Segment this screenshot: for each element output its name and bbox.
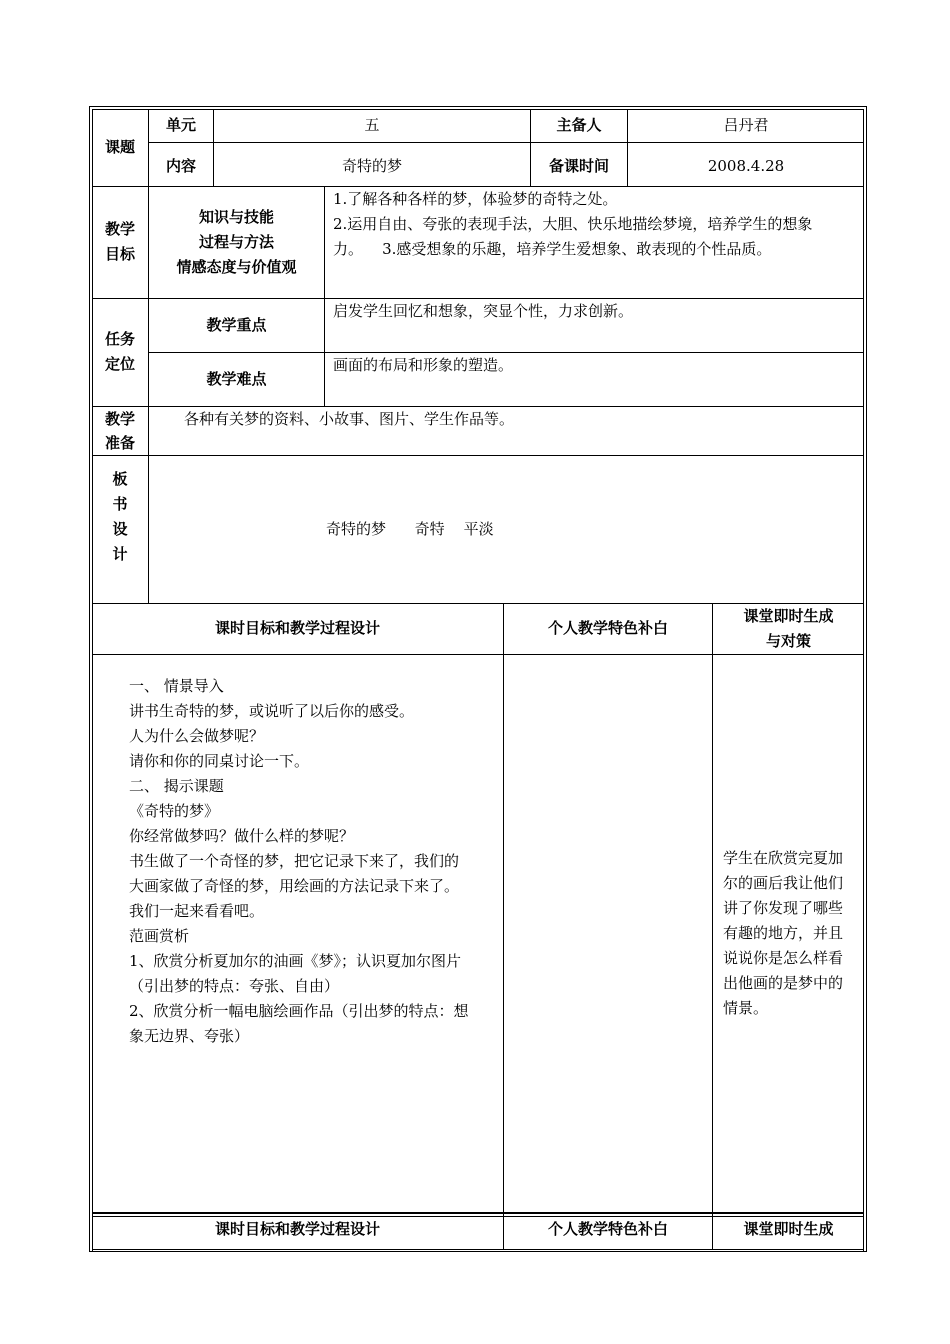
board-label-char: 计 bbox=[112, 545, 128, 563]
topic-label: 课题 bbox=[104, 138, 135, 156]
content-value: 奇特的梦 bbox=[341, 157, 402, 175]
prep-label-2: 准备 bbox=[104, 434, 135, 452]
process-line: 你经常做梦吗？做什么样的梦呢？ bbox=[129, 827, 355, 845]
process-line: 书生做了一个奇怪的梦，把它记录下来了，我们的 bbox=[129, 852, 460, 870]
key-point-value: 启发学生回忆和想象，突显个性，力求创新。 bbox=[333, 302, 634, 320]
tasks-label-1: 任务 bbox=[104, 330, 135, 348]
content-label: 内容 bbox=[165, 157, 196, 175]
process-line: 《奇特的梦》 bbox=[129, 802, 220, 820]
rule bbox=[148, 109, 149, 603]
process-line: 象无边界、夸张） bbox=[129, 1027, 250, 1045]
process-col2-header: 个人教学特色补白 bbox=[547, 619, 668, 637]
process-line: 一、 情景导入 bbox=[129, 677, 224, 695]
prep-label-1: 教学 bbox=[104, 410, 135, 428]
process-col3-header-1: 课堂即时生成 bbox=[743, 607, 834, 625]
note-line: 说说你是怎么样看 bbox=[723, 949, 844, 967]
key-point-label: 教学重点 bbox=[206, 316, 267, 334]
date-value: 2008.4.28 bbox=[707, 157, 785, 175]
difficulty-label: 教学难点 bbox=[206, 370, 267, 388]
rule bbox=[503, 603, 504, 1249]
process-col1-header: 课时目标和教学过程设计 bbox=[214, 619, 380, 637]
rule bbox=[92, 455, 864, 456]
lead-label: 主备人 bbox=[556, 116, 602, 134]
process-line: 大画家做了奇怪的梦，用绘画的方法记录下来了。 bbox=[129, 877, 460, 895]
unit-value: 五 bbox=[364, 116, 380, 134]
process-line: 2、欣赏分析一幅电脑绘画作品（引出梦的特点：想 bbox=[129, 1002, 469, 1020]
rule bbox=[92, 1212, 864, 1214]
process-line: 1、欣赏分析夏加尔的油画《梦》；认识夏加尔图片 bbox=[129, 952, 462, 970]
rule bbox=[92, 654, 864, 655]
objectives-label-2: 目标 bbox=[104, 245, 135, 263]
note-line: 学生在欣赏完夏加 bbox=[723, 849, 844, 867]
date-label: 备课时间 bbox=[548, 157, 609, 175]
process-line: 我们一起来看看吧。 bbox=[129, 902, 265, 920]
prep-value: 各种有关梦的资料、小故事、图片、学生作品等。 bbox=[184, 410, 515, 428]
rule bbox=[92, 1249, 864, 1250]
board-label-char: 设 bbox=[112, 520, 128, 538]
note-line: 情景。 bbox=[723, 999, 769, 1017]
note-line: 有趣的地方，并且 bbox=[723, 924, 844, 942]
rule bbox=[324, 186, 325, 406]
board-label-char: 书 bbox=[112, 495, 128, 513]
process-line: 范画赏析 bbox=[129, 927, 190, 945]
footer-col1: 课时目标和教学过程设计 bbox=[214, 1220, 380, 1238]
objective-dim: 过程与方法 bbox=[198, 233, 274, 251]
objective-line: 1.了解各种各样的梦，体验梦的奇特之处。 bbox=[333, 190, 618, 208]
board-label-char: 板 bbox=[112, 470, 128, 488]
difficulty-value: 画面的布局和形象的塑造。 bbox=[333, 356, 514, 374]
objectives-label-1: 教学 bbox=[104, 220, 135, 238]
objective-line: 力。 3.感受想象的乐趣，培养学生爱想象、敢表现的个性品质。 bbox=[333, 240, 772, 258]
note-line: 出他画的是梦中的 bbox=[723, 974, 844, 992]
footer-col3: 课堂即时生成 bbox=[743, 1220, 834, 1238]
unit-label: 单元 bbox=[165, 116, 196, 134]
objective-dim: 知识与技能 bbox=[198, 208, 274, 226]
objective-line: 2.运用自由、夸张的表现手法，大胆、快乐地描绘梦境，培养学生的想象 bbox=[333, 215, 813, 233]
footer-col2: 个人教学特色补白 bbox=[547, 1220, 668, 1238]
lead-value: 吕丹君 bbox=[723, 116, 769, 134]
process-line: 人为什么会做梦呢？ bbox=[129, 727, 265, 745]
tasks-label-2: 定位 bbox=[104, 355, 135, 373]
rule bbox=[712, 603, 713, 1249]
process-line: 讲书生奇特的梦，或说听了以后你的感受。 bbox=[129, 702, 415, 720]
board-value: 奇特的梦 奇特 平淡 bbox=[326, 520, 494, 538]
process-line: 请你和你的同桌讨论一下。 bbox=[129, 752, 310, 770]
rule bbox=[149, 142, 864, 143]
process-line: 二、 揭示课题 bbox=[129, 777, 224, 795]
note-line: 讲了你发现了哪些 bbox=[723, 899, 844, 917]
process-col3-header-2: 与对策 bbox=[765, 632, 811, 650]
note-line: 尔的画后我让他们 bbox=[723, 874, 844, 892]
objective-dim: 情感态度与价值观 bbox=[176, 258, 297, 276]
process-line: （引出梦的特点：夸张、自由） bbox=[129, 977, 340, 995]
